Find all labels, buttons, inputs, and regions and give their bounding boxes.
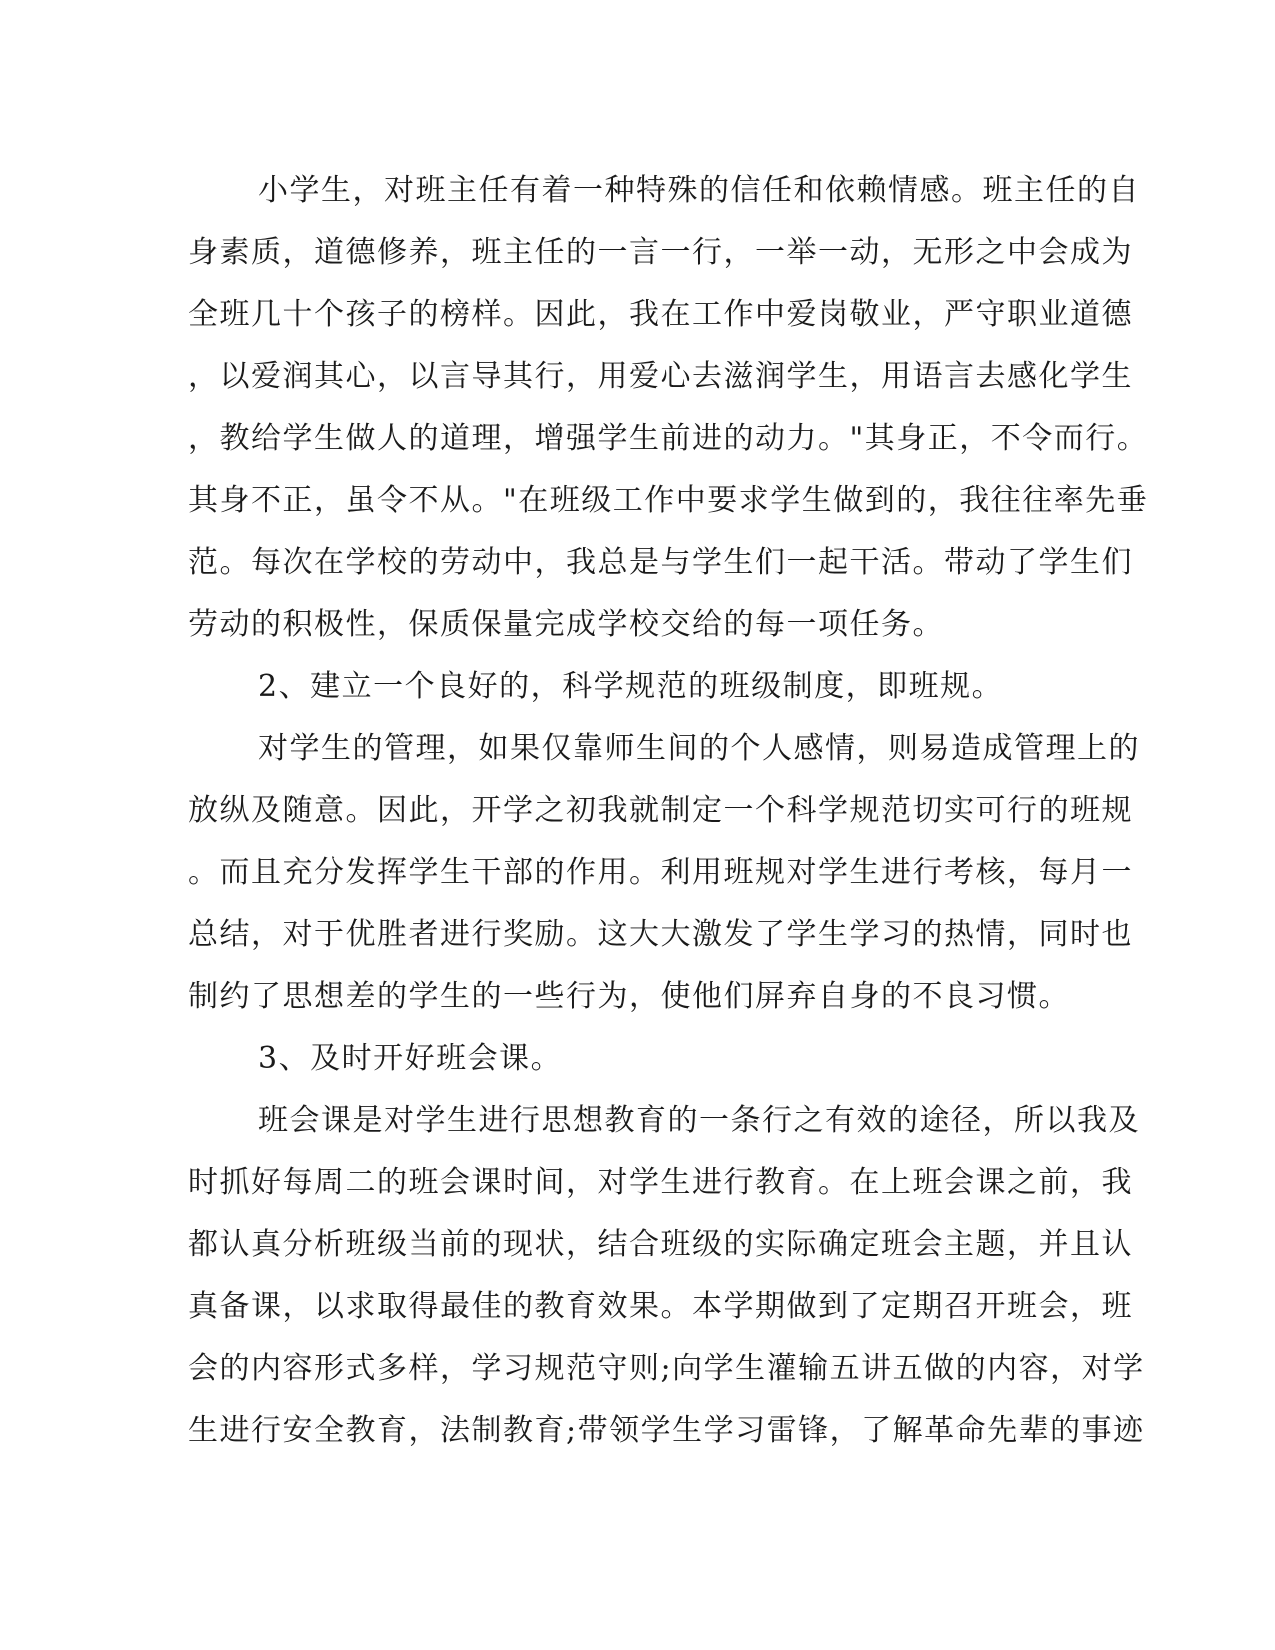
text-line: 3、及时开好班会课。 <box>258 1041 563 1076</box>
text-line: 总结，对于优胜者进行奖励。这大大激发了学生学习的热情，同时也 <box>188 917 1133 952</box>
text-line: 放纵及随意。因此，开学之初我就制定一个科学规范切实可行的班规 <box>188 793 1133 828</box>
document-body <box>188 160 1149 1462</box>
text-line: 制约了思想差的学生的一些行为，使他们屏弃自身的不良习惯。 <box>188 979 1070 1014</box>
text-line: 全班几十个孩子的榜样。因此，我在工作中爱岗敬业，严守职业道德 <box>188 297 1133 332</box>
text-line: ，教给学生做人的道理，增强学生前进的动力。"其身正，不令而行。 <box>188 421 1149 456</box>
text-line: 时抓好每周二的班会课时间，对学生进行教育。在上班会课之前，我 <box>188 1165 1133 1200</box>
text-line: 2、建立一个良好的，科学规范的班级制度，即班规。 <box>258 669 1004 704</box>
text-line: 范。每次在学校的劳动中，我总是与学生们一起干活。带动了学生们 <box>188 545 1133 580</box>
text-line: 。而且充分发挥学生干部的作用。利用班规对学生进行考核，每月一 <box>188 855 1133 890</box>
text-line: 真备课，以求取得最佳的教育效果。本学期做到了定期召开班会，班 <box>188 1289 1133 1324</box>
text-line: 其身不正，虽令不从。"在班级工作中要求学生做到的，我往往率先垂 <box>188 483 1149 518</box>
text-line: 对学生的管理，如果仅靠师生间的个人感情，则易造成管理上的 <box>258 731 1140 766</box>
text-line: 劳动的积极性，保质保量完成学校交给的每一项任务。 <box>188 607 944 642</box>
text-line: 身素质，道德修养，班主任的一言一行，一举一动，无形之中会成为 <box>188 235 1133 270</box>
text-line: 班会课是对学生进行思想教育的一条行之有效的途径，所以我及 <box>258 1103 1140 1138</box>
text-line: 会的内容形式多样，学习规范守则;向学生灌输五讲五做的内容，对学 <box>188 1351 1145 1386</box>
text-line: 小学生，对班主任有着一种特殊的信任和依赖情感。班主任的自 <box>258 173 1140 208</box>
text-line: 生进行安全教育，法制教育;带领学生学习雷锋，了解革命先辈的事迹 <box>188 1413 1145 1448</box>
text-line: ，以爱润其心，以言导其行，用爱心去滋润学生，用语言去感化学生 <box>188 359 1133 394</box>
text-line: 都认真分析班级当前的现状，结合班级的实际确定班会主题，并且认 <box>188 1227 1133 1262</box>
